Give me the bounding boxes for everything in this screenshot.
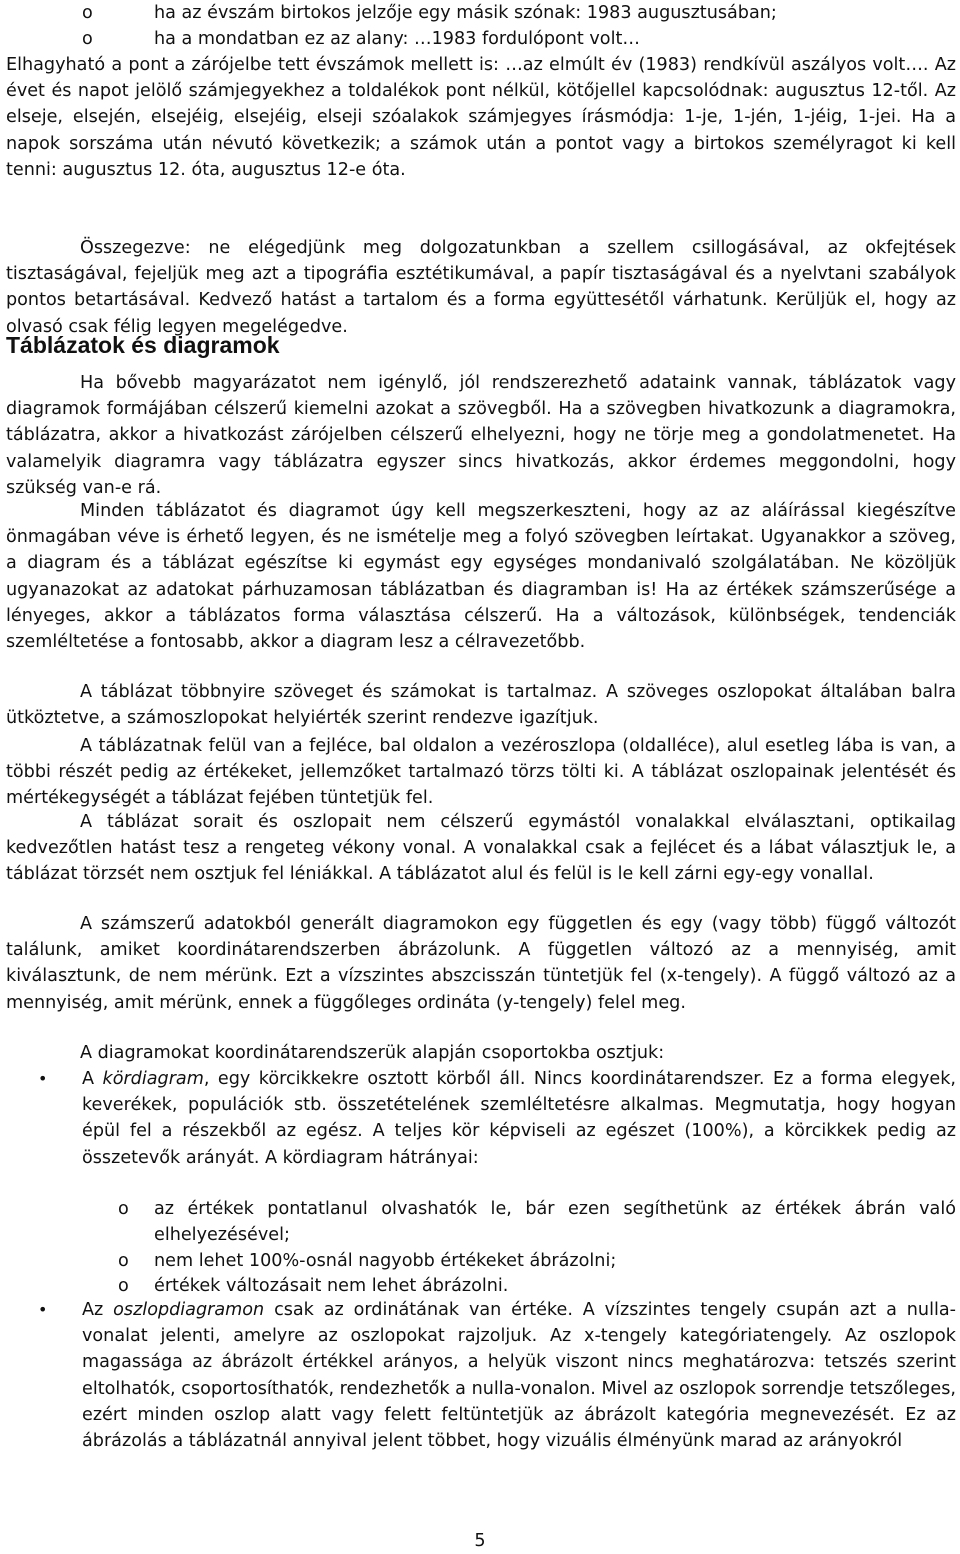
list-item-text: az értékek pontatlanul olvashatók le, bár ezen segíthetünk az értékek ábrán való elhelyezésével;	[154, 1199, 956, 1246]
page-number: 5	[474, 1531, 486, 1551]
list-marker: o	[118, 1276, 129, 1296]
bullet-term: oszlopdiagramon	[113, 1300, 265, 1320]
list-item-text: értékek változásait nem lehet ábrázolni.	[154, 1276, 509, 1296]
bullet-icon: •	[38, 1300, 48, 1319]
list-item	[82, 26, 960, 52]
list-item	[82, 1248, 956, 1274]
list-marker: o	[118, 1251, 129, 1271]
list-item-text: nem lehet 100%-osnál nagyobb értékeket ábrázolni;	[154, 1251, 617, 1271]
list-marker: o	[118, 1199, 129, 1219]
paragraph: A táblázat sorait és oszlopait nem célszerű egymástól vonalakkal elválasztani, optikailag kedvezőtlen hatást tesz a rengeteg vékony vonal. A vonalakkal csak a fejlécet és a lábat választjuk le, a táblázat törzsét nem osztjuk fel léniákkal. A táblázatot alul és felül is le kell zárni egy-egy vonallal.	[6, 812, 956, 885]
bullet-term: kördiagram	[102, 1069, 204, 1089]
bullet-item-kordiagram	[6, 1066, 956, 1171]
bullet-text: csak az ordinátának van értéke. A vízszintes tengely csupán azt a nulla-vonalat jelenti, amelyre az oszlopokat rajzoljuk. Az x-tengely kategóriatengely. Az oszlopok magassága az ábrázolt értékkel arányos, a helyük viszont nincs meghatározva: tetszés szerint eltolhatók, csoportosíthatók, rendezhetők a nulla-vonalon. Mivel az oszlopok sorrendje tetszőleges, ezért minden oszlop alatt vagy felett feltüntetjük az ábrázolt kategória megnevezését. Ez az ábrázolás a táblázatnál annyival jelent többet, hogy vizuális élményünk marad az arányokról	[82, 1300, 956, 1452]
paragraph: A táblázatnak felül van a fejléce, bal oldalon a vezéroszlopa (oldallécе), alul esetleg lába is van, a többi részét pedig az értékeket, jellemzőket tartalmazó törzs tölti ki. A táblázat oszlopainak jelentését és mértékegységét a táblázat fejében tüntetjük fel.	[6, 736, 956, 809]
bullet-icon: •	[38, 1069, 48, 1088]
paragraph: Ha bővebb magyarázatot nem igénylő, jól rendszerezhető adataink vannak, táblázatok vagy diagramok formájában célszerű kiemelni azokat a szövegből. Ha a szövegben hivatkozunk a diagramokra, táblázatra, akkor a hivatkozást zárójelben célszerű elhelyezni, hogy ne törje meg a gondolatmenetet. Ha valamelyik diagramra vagy táblázatra egyszer sincs hivatkozás, akkor érdemes meggondolni, hogy szükség van-e rá.	[6, 373, 956, 498]
paragraph: A számszerű adatokból generált diagramokon egy független és egy (vagy több) függő változót találunk, amiket koordinátarendszerben ábrázolunk. A független változó az a mennyiség, amit kiválasztunk, de nem mérünk. Ezt a vízszintes abszcisszán tüntetjük fel (x-tengely). A függő változó az a mennyiség, amit mérünk, ennek a függőleges ordináta (y-tengely) felel meg.	[6, 914, 956, 1013]
bullet-item-oszlopdiagram	[6, 1297, 956, 1454]
list-marker: o	[82, 3, 93, 23]
bullet-text: , egy körcikkekre osztott körből áll. Nincs koordinátarendszer. Ez a forma elegyek, keverékek, populációk stb. összetételének szemléltetésre alkalmas. Megmutatja, hogy hogyan épül fel a részekből az egész. A teljes kör képviseli az egészet (100%), a körcikkek pedig az összetevők arányát. A kördiagram hátrányai:	[82, 1069, 956, 1168]
list-item	[82, 0, 960, 26]
paragraph: Minden táblázatot és diagramot úgy kell megszerkeszteni, hogy az az aláírással kiegészítve önmagában véve is érhető legyen, és ne ismételje meg a folyó szövegben leírtakat. Ugyanakkor a szöveg, a diagram és a táblázat egészítse ki egymást egy egységes mondanivaló szolgálatában. Ne közöljük ugyanazokat az adatokat párhuzamosan táblázatban és diagramban is! Ha az értékek számszerűsége a lényeges, akkor a táblázatos forma választása célszerű. Ha a változások, különbségek, tendenciák szemléltetése a fontosabb, akkor a diagram lesz a célravezetőbb.	[6, 501, 956, 653]
paragraph: A diagramokat koordinátarendszerük alapján csoportokba osztjuk:	[80, 1043, 665, 1063]
bullet-text-pre: Az	[82, 1300, 114, 1320]
paragraph: Elhagyható a pont a zárójelbe tett évszámok mellett is: …az elmúlt év (1983) rendkívül aszályos volt…. Az évet és napot jelölő számjegyekhez a toldalékok pont nélkül, kötőjellel kapcsolódnak: augusztus 12-től. Az elseje, elsején, elsejéig, elsejéig, elseji szóalakok számjegyes írásmódja: 1-je, 1-jén, 1-jéig, 1-jei. Ha a napok sorszáma után névutó következik; a számok után a pontot vagy a birtokos személyragot ki kell tenni: augusztus 12. óta, augusztus 12-e óta.	[6, 55, 956, 180]
list-item-text: ha az évszám birtokos jelzője egy másik szónak: 1983 augusztusában;	[154, 3, 777, 23]
bullet-text-pre: A	[82, 1069, 103, 1089]
list-item-text: ha a mondatban ez az alany: …1983 fordulópont volt…	[154, 29, 640, 49]
list-marker: o	[82, 29, 93, 49]
section-heading: Táblázatok és diagramok	[6, 332, 280, 358]
paragraph: Összegezve: ne elégedjünk meg dolgozatunkban a szellem csillogásával, az okfejtések tisztaságával, fejeljük meg azt a tipográfia esztétikumával, a papír tisztaságával és a nyelvtani szabályok pontos betartásával. Kedvező hatást a tartalom és a forma együttesétől várhatunk. Kerüljük el, hogy az olvasó csak félig legyen megelégedve.	[6, 238, 956, 337]
list-item	[82, 1273, 956, 1299]
paragraph: A táblázat többnyire szöveget és számokat is tartalmaz. A szöveges oszlopokat általában balra ütköztetve, a számoszlopokat helyiérték szerint rendezve igazítjuk.	[6, 682, 956, 729]
list-item	[82, 1196, 956, 1248]
